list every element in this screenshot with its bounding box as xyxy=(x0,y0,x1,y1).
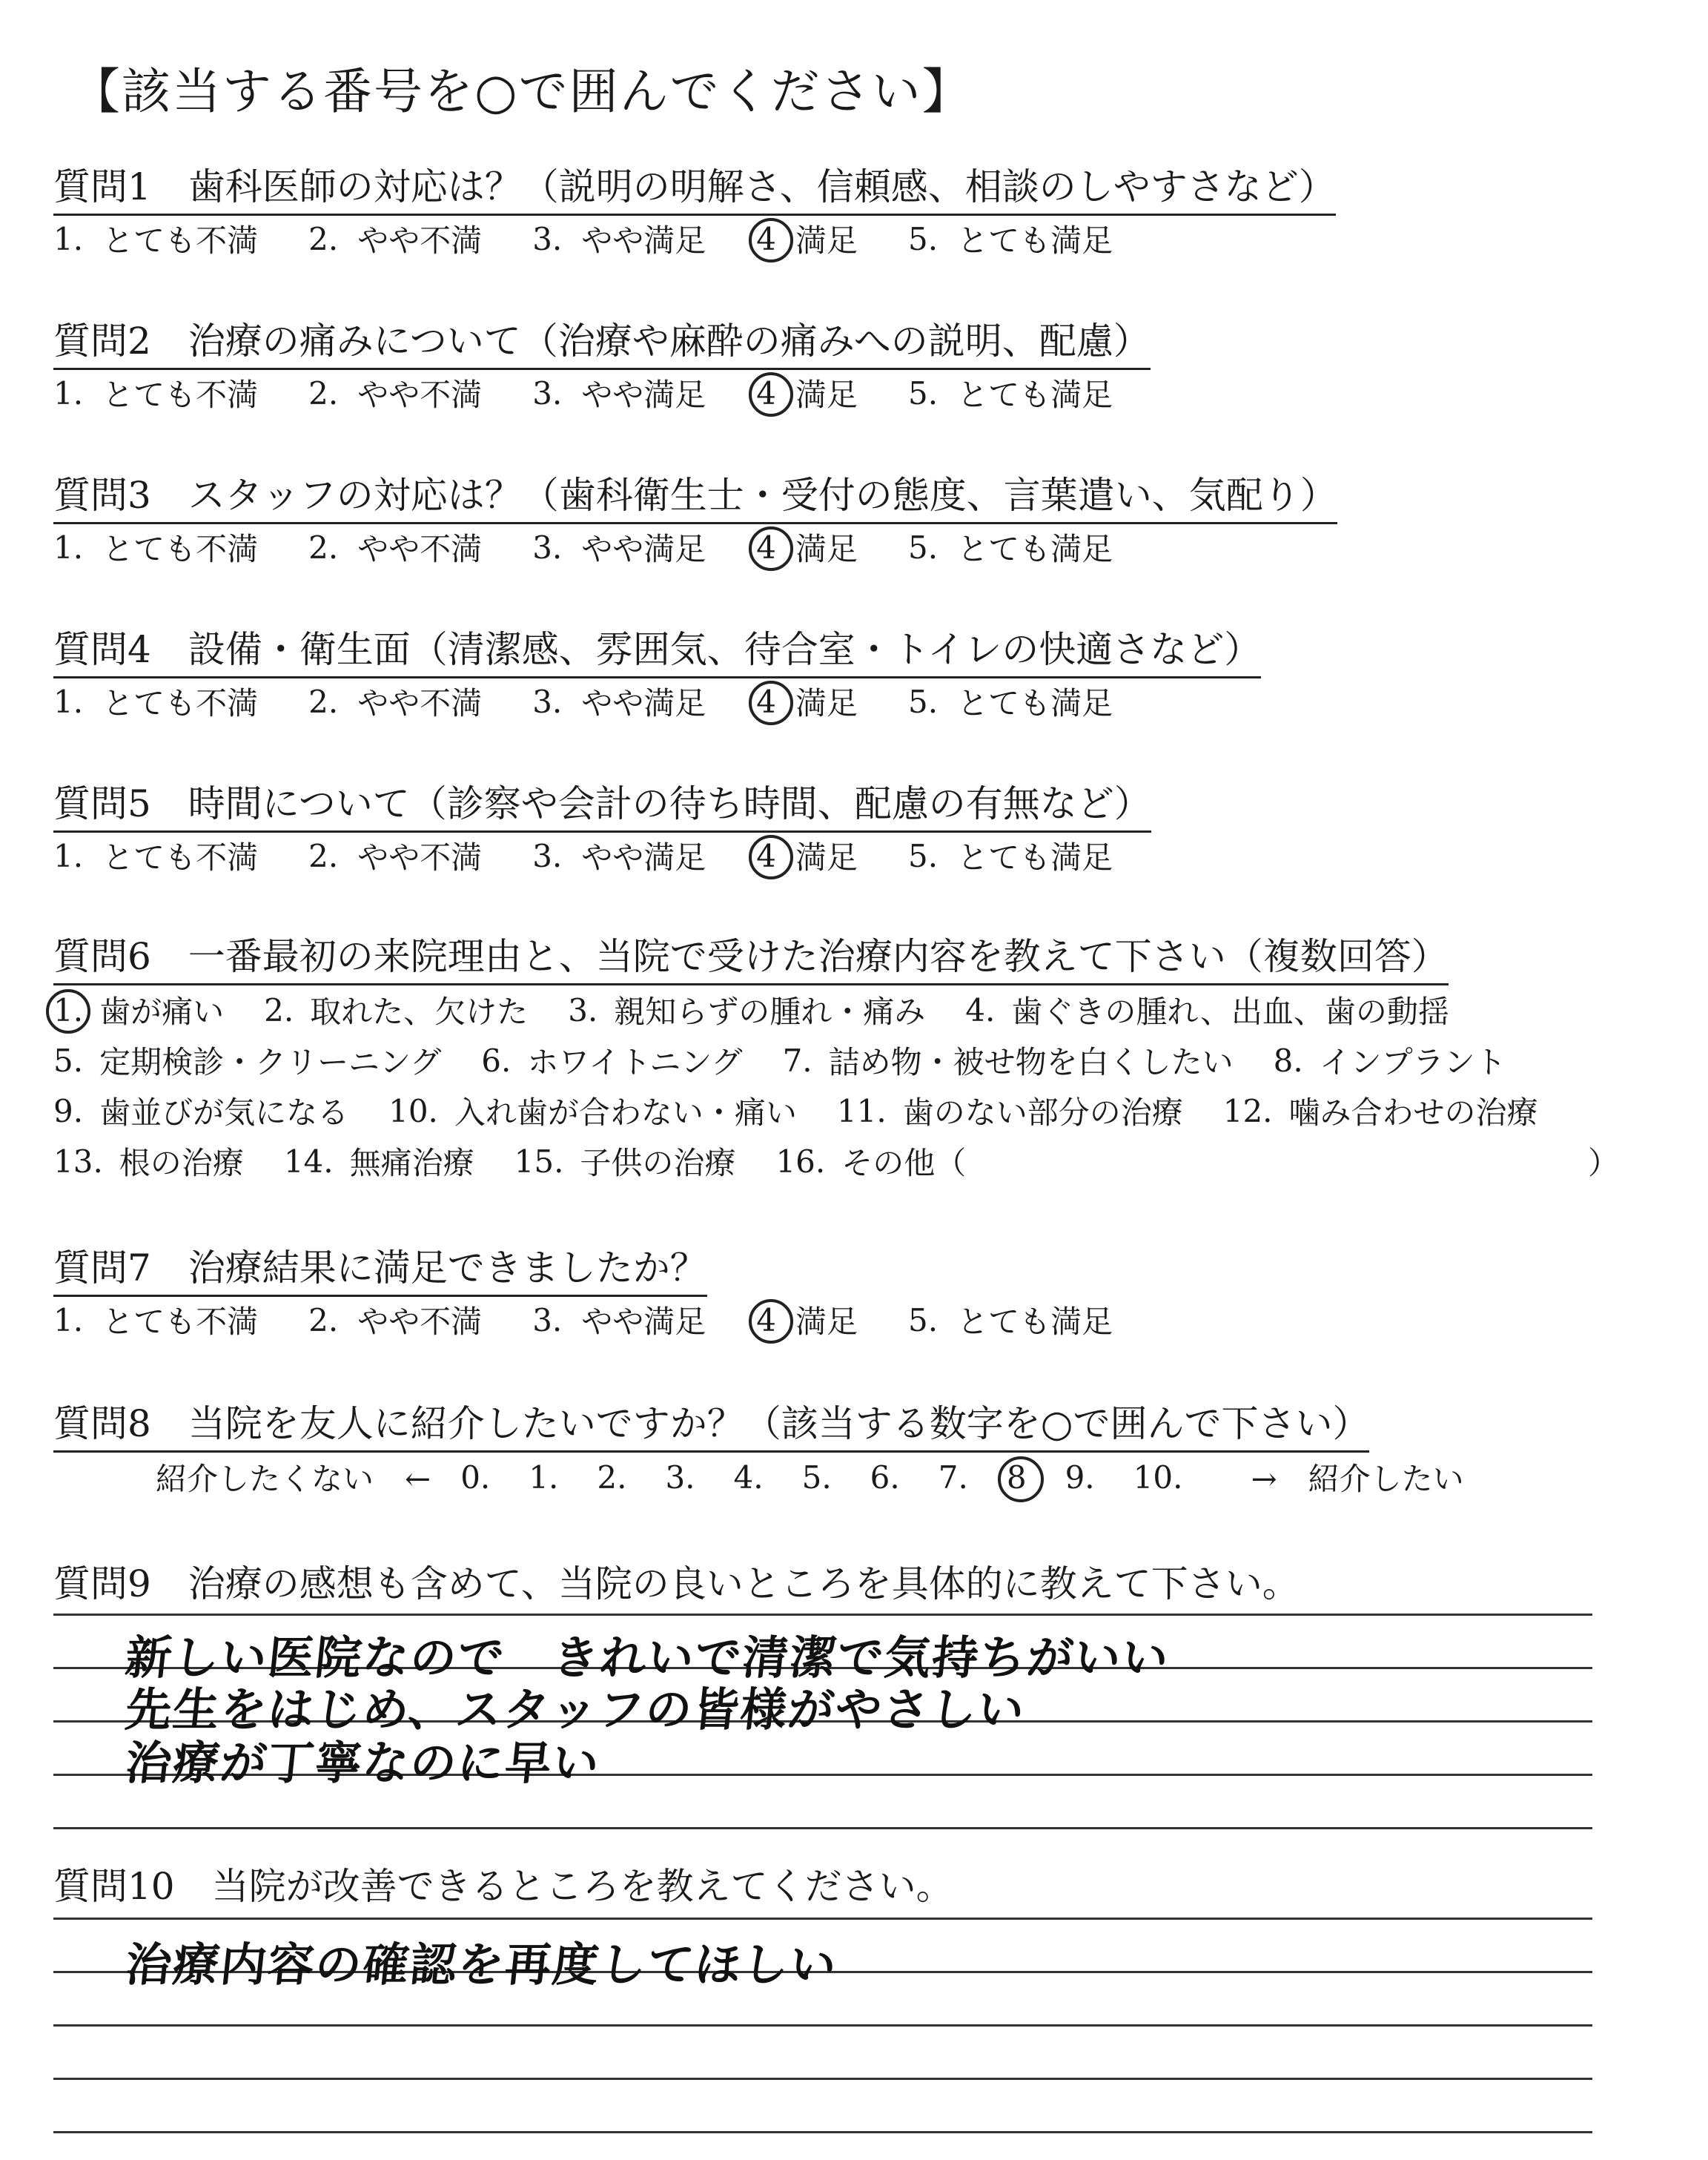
q7-option-1[interactable] xyxy=(53,1298,258,1342)
q4-option-label: とても不満 xyxy=(102,685,259,721)
q4-option-2[interactable] xyxy=(308,679,482,724)
q4-option-number: 5. xyxy=(908,683,939,720)
q6-option-label: インプラント xyxy=(1319,1044,1506,1080)
q10-line-3 xyxy=(53,2024,1592,2027)
q2-option-label: 満足 xyxy=(795,377,858,413)
q1-option-number: 1. xyxy=(53,220,84,257)
q2-option-number: 2. xyxy=(308,374,339,412)
q7-option-5[interactable] xyxy=(908,1298,1113,1342)
q6-option-number: 3. xyxy=(568,991,598,1028)
q3-option-3[interactable] xyxy=(532,525,706,569)
q8-scale-6[interactable]: 6. xyxy=(870,1459,900,1496)
q10-title: 質問10 当院が改善できるところを教えてください。 xyxy=(53,1865,953,1908)
q1-option-label: やや不満 xyxy=(357,222,483,259)
q3-option-label: とても不満 xyxy=(102,531,259,567)
q4-option-number: 2. xyxy=(308,683,339,720)
q7-option-3[interactable] xyxy=(532,1298,706,1342)
q1-option-label: やや満足 xyxy=(581,222,706,259)
q1-option-label: 満足 xyxy=(795,222,858,259)
q6-option-number: 2. xyxy=(264,991,294,1028)
q5-option-3[interactable] xyxy=(532,833,706,878)
q8-scale-7[interactable]: 7. xyxy=(938,1459,968,1496)
q6-option-number: 4. xyxy=(965,991,996,1028)
q3-option-number: 4 xyxy=(756,529,777,566)
q7-option-4[interactable] xyxy=(756,1298,858,1342)
q4-option-label: やや不満 xyxy=(357,685,483,721)
q7-option-2[interactable] xyxy=(308,1298,482,1342)
q6-option-9[interactable] xyxy=(53,1089,348,1133)
q5-option-4[interactable] xyxy=(756,833,858,878)
q7-option-label: とても不満 xyxy=(102,1304,259,1340)
q8-scale-5[interactable]: 5. xyxy=(801,1459,832,1496)
q10-line-5 xyxy=(53,2131,1592,2133)
q6-row-4 xyxy=(53,1139,1006,1183)
q5-option-label: とても満足 xyxy=(957,839,1113,876)
q6-option-number: 1. xyxy=(53,991,84,1028)
q8-high-label: → 紹介したい xyxy=(1251,1461,1464,1497)
q7-option-label: とても満足 xyxy=(957,1304,1113,1340)
q6-option-label: 詰め物・被せ物を白くしたい xyxy=(828,1044,1234,1080)
q6-option-label: 根の治療 xyxy=(119,1145,244,1181)
q6-option-label: 入れ歯が合わない・痛い xyxy=(454,1094,797,1131)
q2-option-label: やや満足 xyxy=(581,377,706,413)
q5-option-2[interactable] xyxy=(308,833,482,878)
q2-option-4[interactable] xyxy=(756,371,858,415)
q2-option-label: とても不満 xyxy=(102,377,259,413)
q2-option-2[interactable] xyxy=(308,371,482,415)
q3-option-2[interactable] xyxy=(308,525,482,569)
q5-option-number: 2. xyxy=(308,837,339,874)
q3-option-label: 満足 xyxy=(795,531,858,567)
q6-option-13[interactable] xyxy=(53,1139,244,1183)
q5-option-label: やや満足 xyxy=(581,839,706,876)
q6-option-number: 11. xyxy=(836,1092,887,1129)
q6-option-label: 歯が痛い xyxy=(99,994,225,1030)
q1-option-label: とても満足 xyxy=(957,222,1113,259)
q6-option-number: 10. xyxy=(388,1092,438,1129)
q3-title: 質問3 スタッフの対応は？（歯科衛生士・受付の態度、言葉遣い、気配り） xyxy=(53,466,1337,524)
q5-option-5[interactable] xyxy=(908,833,1113,878)
q6-option-2[interactable] xyxy=(264,988,528,1032)
q4-option-4[interactable] xyxy=(756,679,858,724)
q6-option-label: ホワイトニング xyxy=(527,1044,743,1080)
q2-option-3[interactable] xyxy=(532,371,706,415)
q6-row-1 xyxy=(53,988,1489,1032)
q8-scale-8[interactable]: 8 xyxy=(1006,1459,1027,1496)
q1-option-number: 4 xyxy=(756,220,777,257)
q6-option-label: 歯並びが気になる xyxy=(99,1094,349,1131)
q4-option-label: とても満足 xyxy=(957,685,1113,721)
q2-options xyxy=(53,371,1163,415)
q6-option-number: 5. xyxy=(53,1042,84,1079)
q9-line-1 xyxy=(53,1614,1592,1616)
q1-option-5[interactable] xyxy=(908,217,1113,261)
q1-option-number: 3. xyxy=(532,220,563,257)
q7-option-label: 満足 xyxy=(795,1304,858,1340)
q7-option-number: 2. xyxy=(308,1301,339,1338)
q2-option-number: 5. xyxy=(908,374,939,412)
q3-options xyxy=(53,525,1163,569)
q8-scale-1[interactable]: 1. xyxy=(529,1459,559,1496)
q1-option-4[interactable] xyxy=(756,217,858,261)
q1-options xyxy=(53,217,1163,261)
q7-option-number: 1. xyxy=(53,1301,84,1338)
q6-option-label: 無痛治療 xyxy=(349,1145,474,1181)
q4-title: 質問4 設備・衛生面（清潔感、雰囲気、待合室・トイレの快適さなど） xyxy=(53,620,1261,678)
q4-options xyxy=(53,679,1163,724)
q6-option-number: 14. xyxy=(283,1143,334,1180)
q8-scale-9[interactable]: 9. xyxy=(1065,1459,1095,1496)
q6-option-number: 8. xyxy=(1273,1042,1303,1079)
q10-line-1 xyxy=(53,1918,1592,1920)
q7-option-number: 3. xyxy=(532,1301,563,1338)
q6-option-number: 12. xyxy=(1222,1092,1273,1129)
q7-option-label: やや満足 xyxy=(581,1304,706,1340)
q6-option-10[interactable] xyxy=(388,1089,797,1133)
q4-option-5[interactable] xyxy=(908,679,1113,724)
q5-option-label: やや不満 xyxy=(357,839,483,876)
q5-option-number: 5. xyxy=(908,837,939,874)
q8-scale-10[interactable]: 10. xyxy=(1133,1459,1183,1496)
q8-scale-3[interactable]: 3. xyxy=(665,1459,695,1496)
q1-option-label: とても不満 xyxy=(102,222,259,259)
q2-title: 質問2 治療の痛みについて（治療や麻酔の痛みへの説明、配慮） xyxy=(53,311,1151,370)
q4-option-3[interactable] xyxy=(532,679,706,724)
q8-scale-0[interactable]: 0. xyxy=(460,1459,491,1496)
q6-option-label: 歯ぐきの腫れ、出血、歯の動揺 xyxy=(1011,994,1449,1030)
q1-title: 質問1 歯科医師の対応は？（説明の明解さ、信頼感、相談のしやすさなど） xyxy=(53,157,1336,216)
q4-option-1[interactable] xyxy=(53,679,258,724)
q3-option-4[interactable] xyxy=(756,525,858,569)
q9-title: 質問9 治療の感想も含めて、当院の良いところを具体的に教えて下さい。 xyxy=(53,1562,1300,1605)
q2-option-label: やや不満 xyxy=(357,377,483,413)
q6-row-3 xyxy=(53,1089,1578,1133)
q7-option-number: 4 xyxy=(756,1301,777,1338)
q7-options xyxy=(53,1298,1163,1342)
q5-option-1[interactable] xyxy=(53,833,258,878)
q6-option-6[interactable] xyxy=(481,1038,742,1083)
q6-option-label: 親知らずの腫れ・痛み xyxy=(614,994,926,1030)
q2-option-5[interactable] xyxy=(908,371,1113,415)
q4-option-label: 満足 xyxy=(795,685,858,721)
q8-scale-4[interactable]: 4. xyxy=(733,1459,764,1496)
q7-option-number: 5. xyxy=(908,1301,939,1338)
q3-option-label: やや満足 xyxy=(581,531,706,567)
q6-option-14[interactable] xyxy=(284,1139,474,1183)
q6-option-5[interactable] xyxy=(53,1038,441,1083)
q6-option-3[interactable] xyxy=(568,988,925,1032)
q5-option-label: とても不満 xyxy=(102,839,259,876)
q3-option-5[interactable] xyxy=(908,525,1113,569)
q5-options xyxy=(53,833,1163,878)
q5-option-number: 3. xyxy=(532,837,563,874)
q2-option-number: 3. xyxy=(532,374,563,412)
q6-option-15[interactable] xyxy=(514,1139,736,1183)
q3-option-number: 3. xyxy=(532,529,563,566)
q1-option-3[interactable] xyxy=(532,217,706,261)
q6-option-label: 歯のない部分の治療 xyxy=(902,1094,1183,1131)
q6-option-number: 6. xyxy=(481,1042,512,1079)
q6-title: 質問6 一番最初の来院理由と、当院で受けた治療内容を教えて下さい（複数回答） xyxy=(53,927,1449,985)
q6-option-16[interactable] xyxy=(775,1139,966,1183)
q7-title: 質問7 治療結果に満足できましたか？ xyxy=(53,1238,707,1297)
q6-option-7[interactable] xyxy=(783,1038,1234,1083)
q1-option-1[interactable] xyxy=(53,217,258,261)
q6-close-paren: ） xyxy=(1588,1145,1620,1181)
q10-answer-1: 治療内容の確認を再度してほしい xyxy=(122,1938,841,1992)
q4-option-label: やや満足 xyxy=(581,685,706,721)
q9-answer-3: 治療が丁寧なのに早い xyxy=(122,1736,603,1790)
q1-option-2[interactable] xyxy=(308,217,482,261)
q6-option-number: 9. xyxy=(53,1092,84,1129)
q9-answer-2: 先生をはじめ、スタッフの皆様がやさしい xyxy=(122,1682,1028,1737)
q6-option-label: 定期検診・クリーニング xyxy=(99,1044,442,1080)
q4-option-number: 3. xyxy=(532,683,563,720)
q8-scale-numbers xyxy=(460,1459,1221,1496)
q8-scale xyxy=(156,1455,1494,1499)
q6-row-2 xyxy=(53,1038,1546,1083)
q4-option-number: 4 xyxy=(756,683,777,720)
q9-answer-1: 新しい医院なので きれいで清潔で気持ちがいい xyxy=(122,1631,1173,1685)
q5-title: 質問5 時間について（診察や会計の待ち時間、配慮の有無など） xyxy=(53,774,1151,833)
q6-option-4[interactable] xyxy=(965,988,1449,1032)
q6-option-label: 子供の治療 xyxy=(580,1145,736,1181)
q6-option-8[interactable] xyxy=(1274,1038,1506,1083)
q10-line-4 xyxy=(53,2078,1592,2080)
q6-option-1[interactable] xyxy=(53,988,224,1032)
q8-scale-2[interactable]: 2. xyxy=(597,1459,627,1496)
q3-option-number: 2. xyxy=(308,529,339,566)
q6-option-label: 噛み合わせの治療 xyxy=(1288,1094,1538,1131)
q6-option-label: 取れた、欠けた xyxy=(310,994,529,1030)
q6-option-label: その他（ xyxy=(841,1145,967,1181)
q2-option-number: 4 xyxy=(756,374,777,412)
q6-option-12[interactable] xyxy=(1223,1089,1538,1133)
q3-option-label: やや不満 xyxy=(357,531,483,567)
q8-title: 質問8 当院を友人に紹介したいですか？（該当する数字を○で囲んで下さい） xyxy=(53,1394,1369,1453)
q4-option-number: 1. xyxy=(53,683,84,720)
q6-option-number: 13. xyxy=(53,1143,103,1180)
q6-option-number: 15. xyxy=(514,1143,564,1180)
q3-option-label: とても満足 xyxy=(957,531,1113,567)
q9-line-5 xyxy=(53,1827,1592,1829)
q2-option-number: 1. xyxy=(53,374,84,412)
q7-option-label: やや不満 xyxy=(357,1304,483,1340)
q8-low-label: 紹介したくない ← xyxy=(156,1461,431,1497)
q3-option-number: 5. xyxy=(908,529,939,566)
q1-option-number: 2. xyxy=(308,220,339,257)
page-heading: 【該当する番号を○で囲んでください】 xyxy=(71,63,973,120)
q5-option-number: 4 xyxy=(756,837,777,874)
q3-option-1[interactable] xyxy=(53,525,258,569)
q2-option-1[interactable] xyxy=(53,371,258,415)
q2-option-label: とても満足 xyxy=(957,377,1113,413)
q3-option-number: 1. xyxy=(53,529,84,566)
q6-option-number: 7. xyxy=(782,1042,812,1079)
q6-option-11[interactable] xyxy=(837,1089,1183,1133)
q5-option-number: 1. xyxy=(53,837,84,874)
q5-option-label: 満足 xyxy=(795,839,858,876)
q1-option-number: 5. xyxy=(908,220,939,257)
q6-option-number: 16. xyxy=(775,1143,826,1180)
